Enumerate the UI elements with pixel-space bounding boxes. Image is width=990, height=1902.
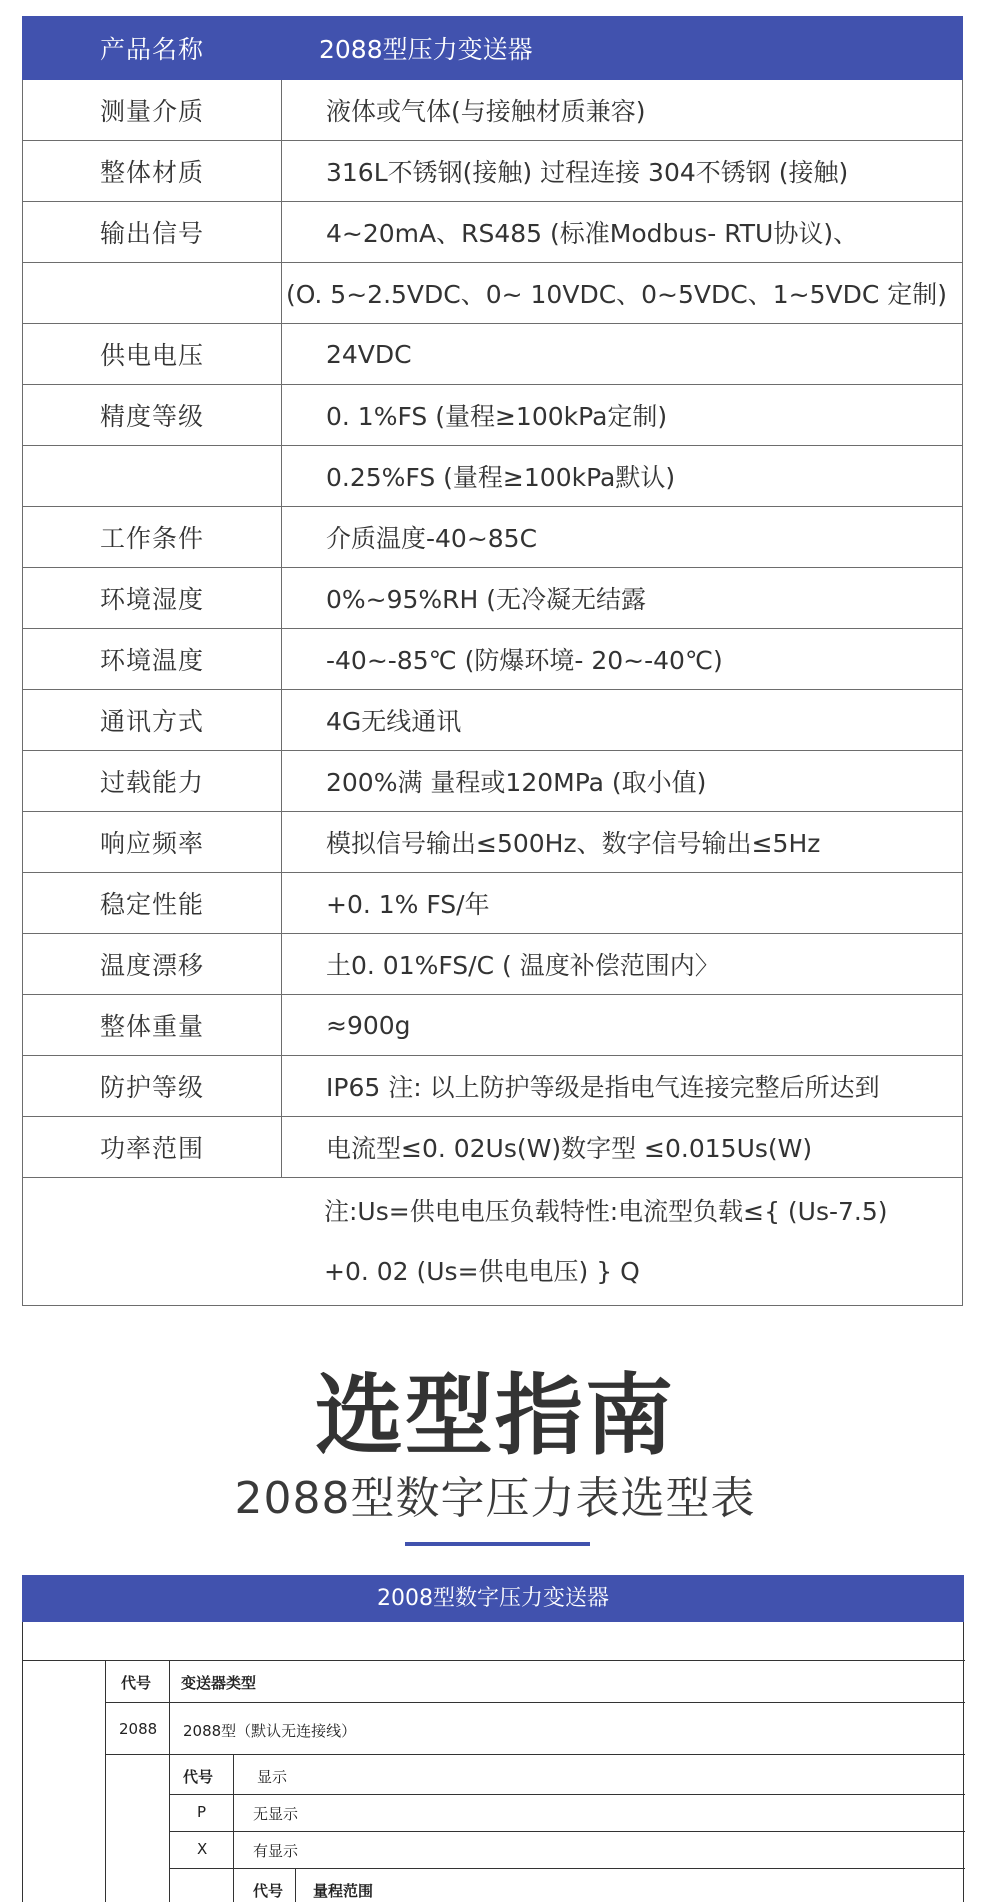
grid-line <box>23 1660 965 1661</box>
spec-value: 4G无线通讯 <box>282 690 963 751</box>
grid-line <box>233 1868 234 1902</box>
spec-row <box>23 507 963 568</box>
spec-row <box>23 1056 963 1117</box>
grid-line <box>169 1754 170 1902</box>
level3-range-header: 量程范围 <box>313 1882 374 1900</box>
spec-value: 0%~95%RH (无冷凝无结露 <box>282 568 963 629</box>
spec-key: 测量介质 <box>23 80 282 141</box>
spec-key: 响应频率 <box>23 812 282 873</box>
spec-row <box>23 934 963 995</box>
spec-value: -40~-85℃ (防爆环境- 20~-40℃) <box>282 629 963 690</box>
spec-row <box>23 80 963 141</box>
level1-type-header: 变送器类型 <box>181 1674 257 1692</box>
spec-row <box>23 629 963 690</box>
level2-option-desc: 无显示 <box>253 1805 299 1823</box>
spec-key: 整体材质 <box>23 141 282 202</box>
spec-row <box>23 995 963 1056</box>
spec-value: 24VDC <box>282 324 963 385</box>
spec-key: 过载能力 <box>23 751 282 812</box>
spec-row <box>23 324 963 385</box>
section-subtitle: 2088型数字压力表选型表 <box>234 1473 756 1524</box>
spec-key: 防护等级 <box>23 1056 282 1117</box>
spec-row <box>23 141 963 202</box>
spec-row <box>23 751 963 812</box>
spec-note-row <box>23 1178 963 1306</box>
spec-key: 精度等级 <box>23 385 282 446</box>
grid-line <box>105 1702 965 1703</box>
spec-row <box>23 690 963 751</box>
spec-value: 液体或气体(与接触材质兼容) <box>282 80 963 141</box>
spec-key: 输出信号 <box>23 202 282 263</box>
spec-value: 4~20mA、RS485 (标准Modbus- RTU协议)、 <box>282 202 963 263</box>
grid-line <box>233 1754 234 1868</box>
level1-code: 2088 <box>119 1720 158 1738</box>
spec-value: 电流型≤0. 02Us(W)数字型 ≤0.015Us(W) <box>282 1117 963 1178</box>
grid-line <box>105 1660 106 1902</box>
spec-key: 工作条件 <box>23 507 282 568</box>
spec-key: 通讯方式 <box>23 690 282 751</box>
spec-table <box>22 16 963 1306</box>
spec-key <box>23 263 282 324</box>
spec-value: 介质温度-40~85C <box>282 507 963 568</box>
spec-header-key: 产品名称 <box>23 17 282 80</box>
grid-line <box>295 1868 296 1902</box>
spec-key <box>23 446 282 507</box>
spec-header-row <box>23 17 963 80</box>
level1-desc: 2088型（默认无连接线） <box>183 1722 357 1740</box>
spec-value: (O. 5~2.5VDC、0~ 10VDC、0~5VDC、1~5VDC 定制) <box>282 263 963 324</box>
spec-row <box>23 1117 963 1178</box>
title-divider <box>405 1542 590 1546</box>
grid-line <box>169 1660 170 1754</box>
level2-option-desc: 有显示 <box>253 1842 299 1860</box>
spec-value: 200%满 量程或120MPa (取小值) <box>282 751 963 812</box>
level2-code-header: 代号 <box>183 1768 214 1786</box>
grid-line <box>169 1831 965 1832</box>
spec-key: 功率范围 <box>23 1117 282 1178</box>
spec-value: 模拟信号输出≤500Hz、数字信号输出≤5Hz <box>282 812 963 873</box>
level2-display-header: 显示 <box>257 1768 288 1786</box>
grid-line <box>169 1868 965 1869</box>
level2-option-code: X <box>197 1840 208 1858</box>
spec-key: 温度漂移 <box>23 934 282 995</box>
spec-value: +0. 1% FS/年 <box>282 873 963 934</box>
spec-key: 环境湿度 <box>23 568 282 629</box>
spec-row <box>23 568 963 629</box>
spec-value: 土0. 01%FS/C ( 温度补偿范围内〉 <box>282 934 963 995</box>
spec-value: 0. 1%FS (量程≥100kPa定制) <box>282 385 963 446</box>
spec-key: 整体重量 <box>23 995 282 1056</box>
level2-option-code: P <box>197 1803 207 1821</box>
spec-note-line1: 注:Us=供电电压负载特性:电流型负载≤{ (Us-7.5) <box>324 1196 888 1226</box>
level1-code-header: 代号 <box>121 1674 152 1692</box>
grid-line <box>105 1754 965 1755</box>
selection-table <box>22 1622 964 1902</box>
spec-key: 供电电压 <box>23 324 282 385</box>
spec-row <box>23 446 963 507</box>
spec-note <box>23 1178 963 1306</box>
grid-line <box>169 1794 965 1795</box>
spec-value: 316L不锈钢(接触) 过程连接 304不锈钢 (接触) <box>282 141 963 202</box>
spec-key: 稳定性能 <box>23 873 282 934</box>
spec-header-value: 2088型压力变送器 <box>282 17 963 80</box>
spec-note-line2: +0. 02 (Us=供电电压) } Q <box>324 1256 640 1286</box>
spec-key: 环境温度 <box>23 629 282 690</box>
spec-row <box>23 263 963 324</box>
spec-value: ≈900g <box>282 995 963 1056</box>
spec-row <box>23 385 963 446</box>
spec-value: IP65 注: 以上防护等级是指电气连接完整后所达到 <box>282 1056 963 1117</box>
spec-row <box>23 873 963 934</box>
spec-row <box>23 812 963 873</box>
selection-table-header: 2008型数字压力变送器 <box>22 1575 964 1622</box>
spec-row <box>23 202 963 263</box>
spec-value: 0.25%FS (量程≥100kPa默认) <box>282 446 963 507</box>
level3-code-header: 代号 <box>253 1882 284 1900</box>
section-title: 选型指南 <box>314 1364 675 1467</box>
